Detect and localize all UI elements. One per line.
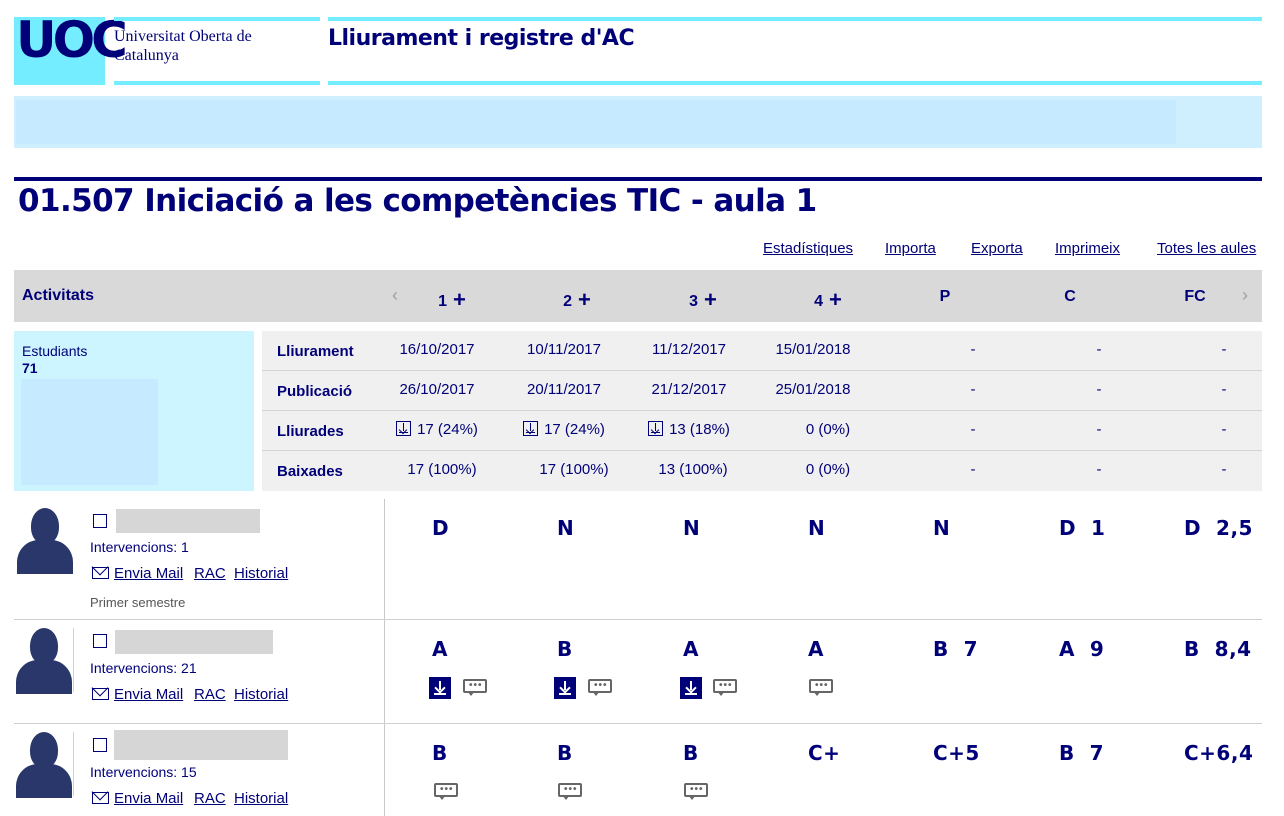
grade-cell: A <box>808 637 824 661</box>
interventions-count: Intervencions: 1 <box>90 539 189 555</box>
grade-cell: A <box>683 637 699 661</box>
download-icon[interactable] <box>396 421 411 436</box>
download-icon[interactable] <box>648 421 663 436</box>
university-name: Universitat Oberta de Catalunya <box>114 28 252 64</box>
activity-col-1: 1 + <box>438 287 466 312</box>
stats-row-delivery <box>262 331 1262 371</box>
stats-cell: 17 (100%) <box>539 461 609 478</box>
grade-cell: A <box>432 637 448 661</box>
stats-cell: 25/01/2018 <box>775 381 851 398</box>
avatar <box>15 508 75 574</box>
stats-row-label: Lliurament <box>277 343 354 360</box>
student-row <box>0 620 1277 723</box>
grade-cell: C+ <box>808 741 841 765</box>
stats-cell: 26/10/2017 <box>399 381 475 398</box>
interventions-count: Intervencions: 21 <box>90 660 197 676</box>
avatar <box>14 628 74 694</box>
student-row <box>0 499 1277 619</box>
grade-cell: A 9 <box>1059 637 1105 661</box>
app-title-block <box>328 17 1262 85</box>
stats-cell: 10/11/2017 <box>527 341 601 358</box>
grade-cell: B <box>557 741 573 765</box>
print-link[interactable]: Imprimeix <box>1055 240 1121 257</box>
history-link[interactable]: Historial <box>234 790 289 807</box>
stats-cell[interactable]: 17 (24%) <box>377 421 497 438</box>
activity-col-4: 4 + <box>814 287 842 312</box>
stats-cell: - <box>1221 341 1227 358</box>
stats-cell: 17 (100%) <box>407 461 477 478</box>
stats-cell: - <box>970 461 976 478</box>
rac-link[interactable]: RAC <box>194 565 226 582</box>
activity-col-2: 2 + <box>563 287 591 312</box>
grade-cell: B 7 <box>933 637 979 661</box>
activities-label: Activitats <box>22 287 95 304</box>
grade-cell: D 2,5 <box>1184 516 1253 540</box>
stats-cell: - <box>1221 421 1227 438</box>
grade-cell: B <box>683 741 699 765</box>
stats-row-submitted <box>262 411 1262 451</box>
mail-icon <box>92 792 109 804</box>
statistics-link[interactable]: Estadístiques <box>763 240 854 257</box>
semester-label: Primer semestre <box>90 595 186 610</box>
stats-cell: - <box>970 381 976 398</box>
add-icon[interactable]: + <box>829 287 842 312</box>
interventions-count: Intervencions: 15 <box>90 764 197 780</box>
comment-icon[interactable]: ••• <box>558 783 582 801</box>
stats-row-label: Baixades <box>277 463 343 480</box>
mail-icon <box>92 688 109 700</box>
app-title: Lliurament i registre d'AC <box>328 26 635 51</box>
add-icon[interactable]: + <box>578 287 591 312</box>
stats-cell: - <box>1096 461 1102 478</box>
comment-icon[interactable]: ••• <box>588 679 612 697</box>
send-mail-link[interactable]: Envia Mail <box>92 790 183 807</box>
download-icon[interactable] <box>554 677 576 699</box>
stats-cell: - <box>970 421 976 438</box>
redacted-student-name <box>114 730 288 760</box>
history-link[interactable]: Historial <box>234 565 289 582</box>
activity-col-fc: FC <box>1184 288 1206 305</box>
mail-icon <box>92 567 109 579</box>
student-checkbox[interactable] <box>93 514 107 528</box>
stats-row-downloads <box>262 451 1262 491</box>
grade-cell: D <box>432 516 450 540</box>
comment-icon[interactable]: ••• <box>809 679 833 697</box>
university-block <box>114 17 320 85</box>
activity-col-p: P <box>939 288 951 305</box>
grade-cell: B <box>432 741 448 765</box>
comment-icon[interactable]: ••• <box>463 679 487 697</box>
activity-col-3: 3 + <box>689 287 717 312</box>
grade-cell: N <box>683 516 701 540</box>
add-icon[interactable]: + <box>453 287 466 312</box>
download-icon[interactable] <box>429 677 451 699</box>
comment-icon[interactable]: ••• <box>713 679 737 697</box>
student-row <box>0 724 1277 816</box>
send-mail-link[interactable]: Envia Mail <box>92 686 183 703</box>
stats-cell: - <box>1096 381 1102 398</box>
comment-icon[interactable]: ••• <box>684 783 708 801</box>
stats-cell: 0 (0%) <box>805 421 851 438</box>
grade-cell: B <box>557 637 573 661</box>
grade-cell: B 7 <box>1059 741 1105 765</box>
download-icon[interactable] <box>523 421 538 436</box>
chevron-left-icon[interactable]: ‹ <box>392 285 398 305</box>
students-label: Estudiants <box>22 343 88 359</box>
grade-cell: B 8,4 <box>1184 637 1252 661</box>
stats-cell[interactable]: 13 (18%) <box>629 421 749 438</box>
stats-cell: 13 (100%) <box>658 461 728 478</box>
avatar-divider <box>73 628 74 692</box>
send-mail-link[interactable]: Envia Mail <box>92 565 183 582</box>
activities-header <box>14 270 1262 322</box>
stats-cell: - <box>970 341 976 358</box>
student-checkbox[interactable] <box>93 738 107 752</box>
info-banner <box>14 96 1262 148</box>
stats-cell: 16/10/2017 <box>399 341 475 358</box>
stats-cell: 21/12/2017 <box>651 381 727 398</box>
grade-cell: N <box>933 516 951 540</box>
activity-stats-table <box>262 331 1262 491</box>
stats-cell: - <box>1096 421 1102 438</box>
stats-cell: 11/12/2017 <box>652 341 726 358</box>
history-link[interactable]: Historial <box>234 686 289 703</box>
stats-cell: 15/01/2018 <box>775 341 851 358</box>
stats-cell: 0 (0%) <box>805 461 851 478</box>
avatar <box>14 732 74 798</box>
redacted-student-name <box>115 630 273 654</box>
redacted-student-name <box>116 509 260 533</box>
stats-row-label: Lliurades <box>277 423 344 440</box>
course-divider <box>14 177 1262 181</box>
grade-cell: N <box>557 516 575 540</box>
redacted-panel <box>21 379 158 485</box>
import-link[interactable]: Importa <box>885 240 936 257</box>
activity-col-c: C <box>1064 288 1076 305</box>
course-title: 01.507 Iniciació a les competències TIC - aula 1 <box>18 183 817 219</box>
comment-icon[interactable]: ••• <box>434 783 458 801</box>
chevron-right-icon[interactable]: › <box>1242 285 1248 305</box>
grade-cell: D 1 <box>1059 516 1106 540</box>
rac-link[interactable]: RAC <box>194 686 226 703</box>
redacted-banner <box>16 100 1176 144</box>
stats-row-label: Publicació <box>277 383 353 400</box>
student-checkbox[interactable] <box>93 634 107 648</box>
grade-cell: C+6,4 <box>1184 741 1254 765</box>
stats-cell: - <box>1096 341 1102 358</box>
stats-row-publication <box>262 371 1262 411</box>
stats-cell: 20/11/2017 <box>527 381 601 398</box>
logo-text: UOC <box>16 11 124 69</box>
stats-cell[interactable]: 17 (24%) <box>504 421 624 438</box>
students-panel <box>14 331 254 491</box>
stats-cell: - <box>1221 461 1227 478</box>
rac-link[interactable]: RAC <box>194 790 226 807</box>
avatar-divider <box>73 732 74 796</box>
download-icon[interactable] <box>680 677 702 699</box>
grade-cell: C+5 <box>933 741 980 765</box>
students-count: 71 <box>22 360 38 376</box>
add-icon[interactable]: + <box>704 287 717 312</box>
uoc-logo[interactable] <box>14 11 124 85</box>
all-classes-link[interactable]: Totes les aules <box>1157 240 1257 257</box>
stats-cell: - <box>1221 381 1227 398</box>
grade-cell: N <box>808 516 826 540</box>
export-link[interactable]: Exporta <box>971 240 1023 257</box>
